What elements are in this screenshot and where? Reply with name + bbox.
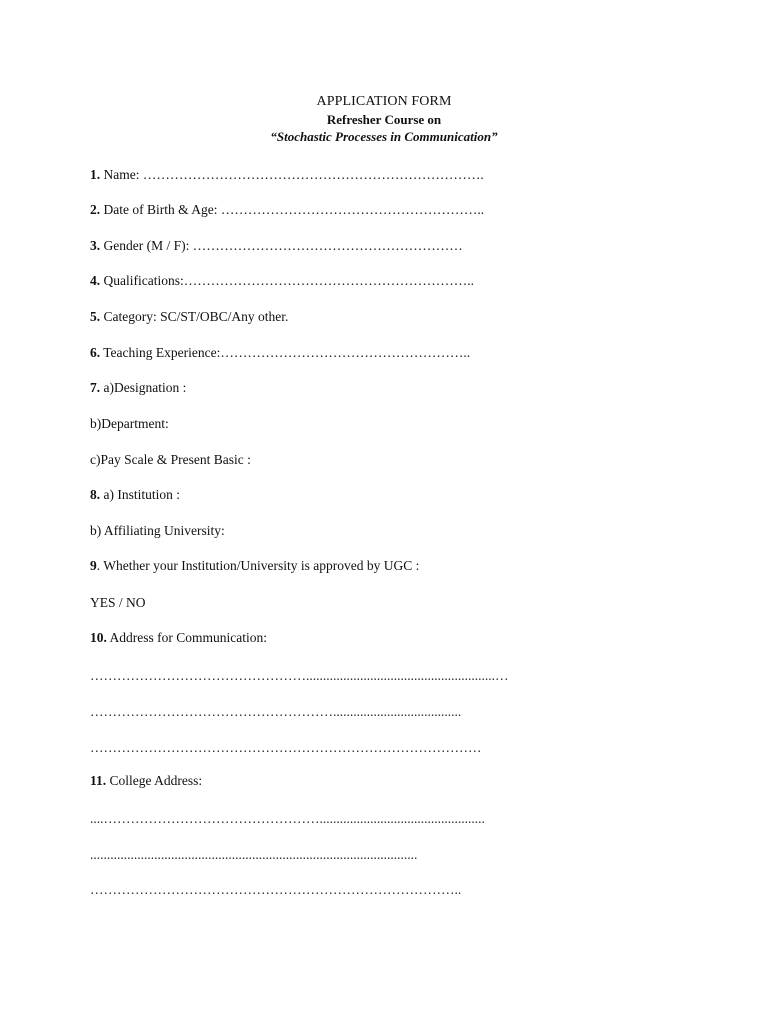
- field-college-address: [90, 772, 202, 790]
- field-gender: [90, 237, 463, 255]
- form-subtitle: Refresher Course on: [326, 112, 442, 127]
- form-header: [0, 93, 768, 145]
- field-number: 7.: [90, 380, 101, 395]
- field-dob-age: [90, 201, 484, 219]
- field-number: 9: [90, 558, 97, 573]
- field-number: 8.: [90, 487, 101, 502]
- field-text: Name: ………………………………………………………………….: [100, 167, 484, 182]
- field-number: 10.: [90, 630, 107, 645]
- field-text: College Address:: [106, 773, 203, 788]
- field-number: 4.: [90, 273, 101, 288]
- college-address-line: .................................................................................................: [90, 847, 418, 862]
- field-designation: [90, 379, 186, 397]
- college-address-line: ………………………………………………………………………..: [90, 882, 462, 897]
- field-text: b)Department:: [90, 416, 169, 431]
- field-number: 2.: [90, 202, 101, 217]
- field-text: Qualifications:………………………………………………………..: [100, 273, 474, 288]
- address-line: ………………………………………………......................................: [90, 704, 462, 719]
- field-text: a)Designation :: [100, 380, 187, 395]
- field-number: 11.: [90, 773, 107, 788]
- field-pay-scale: [90, 451, 251, 469]
- field-number: 3.: [90, 238, 101, 253]
- field-text: a) Institution :: [100, 487, 180, 502]
- field-text: c)Pay Scale & Present Basic :: [90, 452, 251, 467]
- address-line: ……………………………………………………………………………: [90, 740, 482, 755]
- field-department: [90, 415, 169, 433]
- field-qualifications: [90, 272, 474, 290]
- field-institution: [90, 486, 180, 504]
- field-yes-no: [90, 594, 146, 612]
- field-text: Date of Birth & Age: …………………………………………………..: [100, 202, 485, 217]
- field-ugc-approval: [90, 557, 419, 575]
- field-text: . Whether your Institution/University is approved by UGC :: [96, 558, 420, 573]
- college-address-line: ....………………………………………….................................................: [90, 811, 485, 826]
- address-line: …………………………………………........................................................…: [90, 668, 509, 683]
- field-text: Address for Communication:: [106, 630, 267, 645]
- field-affiliating-university: [90, 522, 225, 540]
- field-text: Category: SC/ST/OBC/Any other.: [100, 309, 289, 324]
- field-text: Teaching Experience:………………………………………………..: [100, 345, 471, 360]
- field-number: 1.: [90, 167, 101, 182]
- field-text: b) Affiliating University:: [90, 523, 225, 538]
- course-name: “Stochastic Processes in Communication”: [270, 129, 498, 144]
- form-title: APPLICATION FORM: [316, 94, 452, 109]
- field-number: 6.: [90, 345, 101, 360]
- field-text: YES / NO: [90, 595, 146, 610]
- field-address-communication: [90, 629, 267, 647]
- field-number: 5.: [90, 309, 101, 324]
- field-name: [90, 166, 484, 184]
- field-teaching-experience: [90, 344, 470, 362]
- field-text: Gender (M / F): ……………………………………………………: [100, 238, 463, 253]
- field-category: [90, 308, 288, 326]
